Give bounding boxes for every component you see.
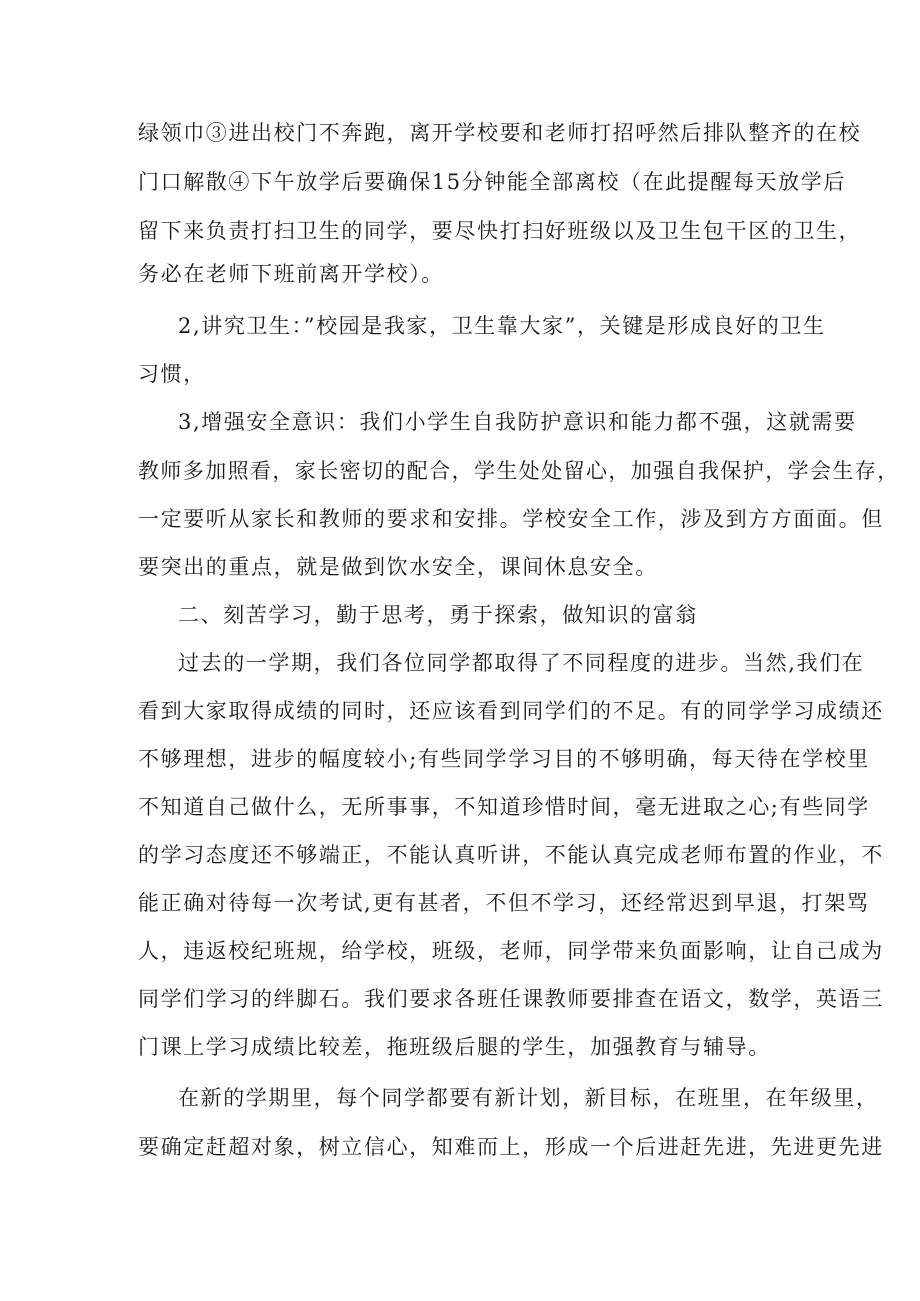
text-line: 不知道自己做什么，无所事事，不知道珍惜时间，毫无进取之心;有些同学	[138, 795, 870, 819]
text-line: 人，违返校纪班规，给学校，班级，老师，同学带来负面影响，让自己成为	[138, 939, 884, 963]
text-line: 能正确对待每一次考试,更有甚者，不但不学习，还经常迟到早退，打架骂	[138, 891, 870, 915]
text-line: 同学们学习的绊脚石。我们要求各班任课教师要排查在语文，数学，英语三	[138, 987, 884, 1011]
text-line: 要确定赶超对象，树立信心，知难而上，形成一个后进赶先进，先进更先进	[138, 1135, 884, 1159]
paragraph-first-line: 3,增强安全意识：我们小学生自我防护意识和能力都不强，这就需要	[178, 410, 857, 434]
text-line: 的学习态度还不够端正，不能认真听讲，不能认真完成老师布置的作业，不	[138, 843, 884, 867]
text-line: 一定要听从家长和教师的要求和安排。学校安全工作，涉及到方方面面。但	[138, 507, 884, 531]
text-line: 绿领巾③进出校门不奔跑，离开学校要和老师打招呼然后排队整齐的在校	[138, 121, 862, 145]
text-line: 务必在老师下班前离开学校）。	[138, 262, 444, 286]
paragraph-first-line: 在新的学期里，每个同学都要有新计划，新目标，在班里，在年级里，	[178, 1086, 879, 1110]
paragraph-first-line: 过去的一学期，我们各位同学都取得了不同程度的进步。当然,我们在	[178, 651, 865, 675]
text-line: 留下来负责打扫卫生的同学，要尽快打扫好班级以及卫生包干区的卫生，	[138, 219, 862, 243]
text-line: 看到大家取得成绩的同时，还应该看到同学们的不足。有的同学学习成绩还	[138, 699, 884, 723]
text-line: 不够理想，进步的幅度较小;有些同学学习目的不够明确，每天待在学校里	[138, 747, 870, 771]
text-line: 门口解散④下午放学后要确保15分钟能全部离校（在此提醒每天放学后	[138, 170, 846, 194]
paragraph-first-line: 2,讲究卫生：”校园是我家，卫生靠大家”，关键是形成良好的卫生	[178, 314, 826, 338]
text-line: 要突出的重点，就是做到饮水安全，课间休息安全。	[138, 555, 658, 579]
text-line: 习惯，	[138, 362, 206, 386]
text-line: 教师多加照看，家长密切的配合，学生处处留心，加强自我保护，学会生存，	[138, 459, 900, 483]
section-heading: 二、刻苦学习，勤于思考，勇于探索，做知识的富翁	[178, 603, 698, 627]
text-line: 门课上学习成绩比较差，拖班级后腿的学生，加强教育与辅导。	[138, 1035, 771, 1059]
